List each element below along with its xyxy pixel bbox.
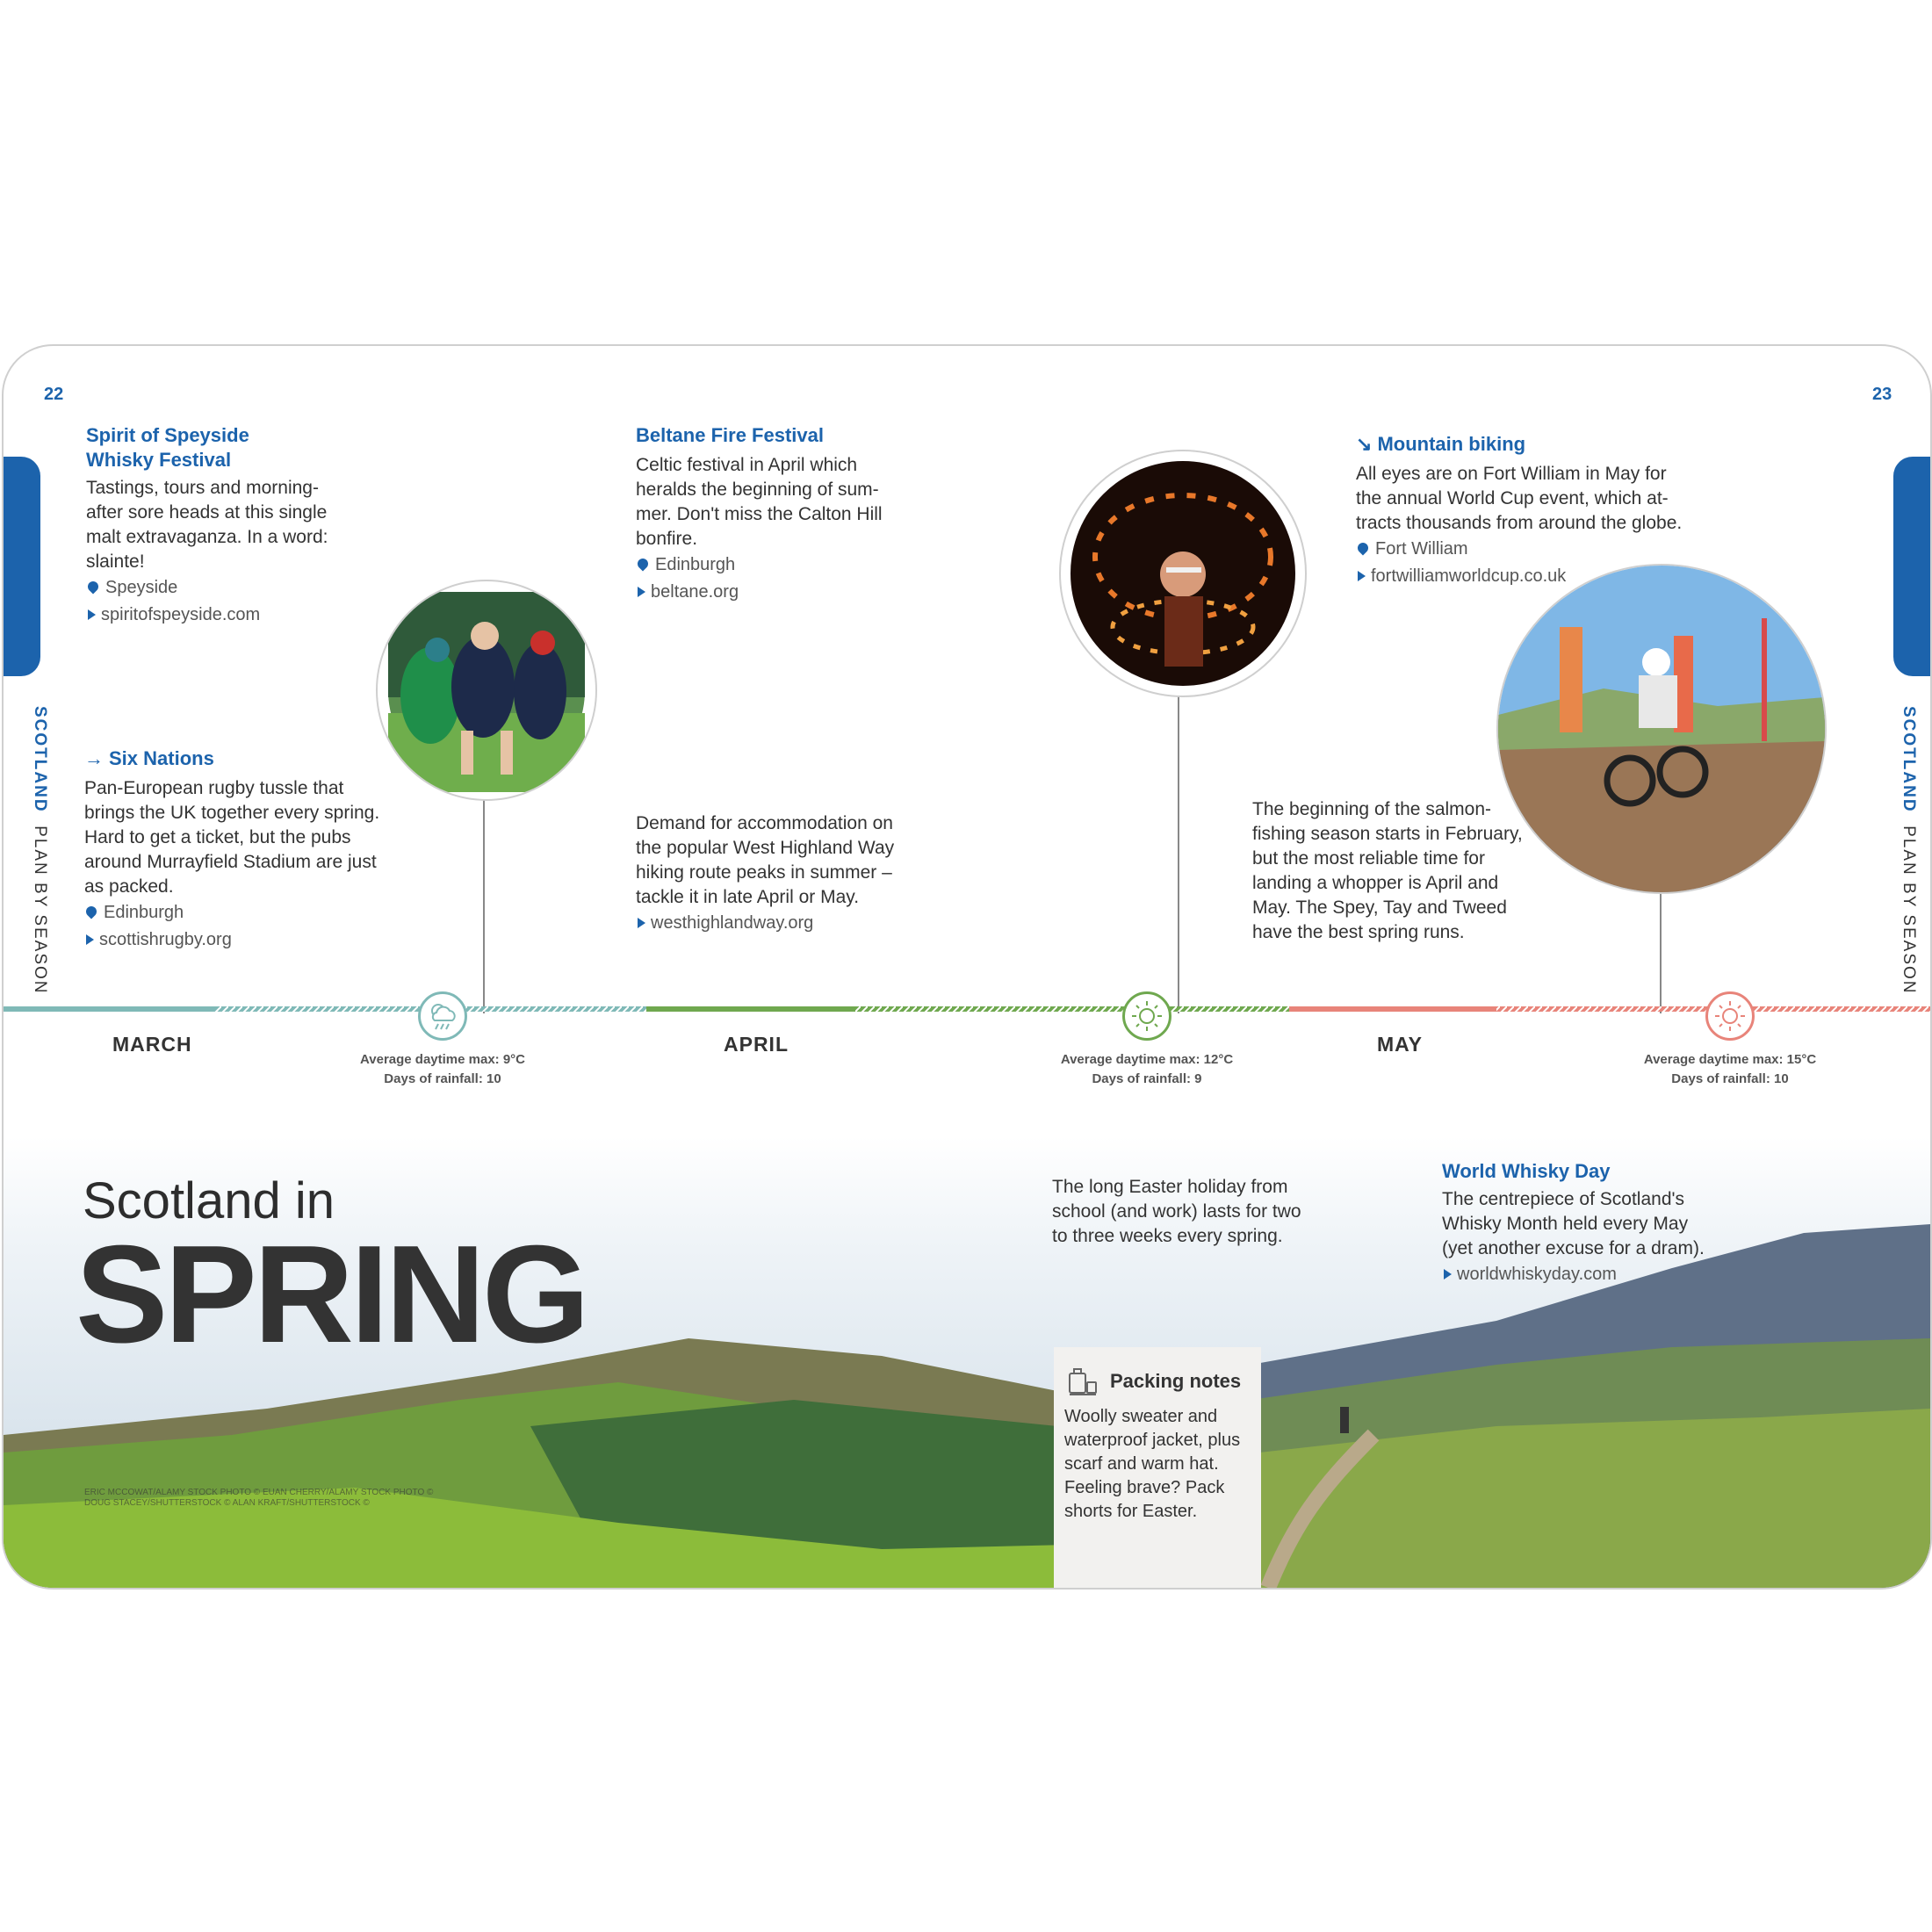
month-label-may: MAY: [1377, 1033, 1423, 1056]
photo-fire-festival[interactable]: [1059, 450, 1307, 697]
arrow-right-icon: →: [84, 747, 104, 769]
link-arrow-icon: [86, 934, 94, 945]
event-title: Beltane Fire Festival: [636, 424, 824, 446]
timeline-bar: [4, 1006, 1930, 1013]
event-link[interactable]: worldwhiskyday.com: [1442, 1261, 1741, 1288]
stat-temperature: Average daytime max: 12°C: [1060, 1052, 1234, 1067]
event-text: All eyes are on Fort William in May for: [1356, 464, 1667, 484]
credit-line: ERIC MCCOWAT/ALAMY STOCK PHOTO © EUAN CHERRY/ALAMY STOCK PHOTO ©: [84, 1488, 434, 1497]
event-text: landing a whopper is April and: [1252, 873, 1499, 893]
packing-text: shorts for Easter.: [1064, 1502, 1198, 1521]
link-arrow-icon: [638, 587, 645, 597]
side-label-rest: PLAN BY SEASON: [1900, 825, 1918, 995]
event-text: tackle it in late April or May.: [636, 887, 860, 907]
event-text: the annual World Cup event, which at-: [1356, 488, 1669, 508]
luggage-icon: [1064, 1363, 1099, 1398]
event-text: brings the UK together every spring.: [84, 803, 380, 823]
stat-rainfall: Days of rainfall: 9: [1092, 1071, 1202, 1086]
event-link[interactable]: beltane.org: [636, 579, 926, 606]
connector-line: [1178, 680, 1179, 1013]
packing-notes-box: [1054, 1347, 1261, 1589]
event-salmon-fishing: [1252, 797, 1533, 945]
month-label-march: MARCH: [112, 1033, 192, 1056]
stat-rainfall: Days of rainfall: 10: [1671, 1071, 1789, 1086]
event-text: mer. Don't miss the Calton Hill: [636, 504, 883, 524]
event-text: The beginning of the salmon-: [1252, 799, 1492, 819]
event-link[interactable]: scottishrugby.org: [84, 926, 400, 954]
credit-line: DOUG STACEY/SHUTTERSTOCK © ALAN KRAFT/SHUTTERSTOCK ©: [84, 1498, 370, 1508]
link-arrow-icon: [1358, 571, 1366, 581]
photo-rugby[interactable]: [376, 580, 597, 801]
location-pin-icon: [1356, 541, 1371, 556]
side-label-left: [19, 706, 49, 995]
side-tab-left[interactable]: [2, 457, 40, 676]
event-link[interactable]: spiritofspeyside.com: [86, 602, 385, 629]
location-pin-icon: [636, 557, 651, 572]
side-label-rest: PLAN BY SEASON: [31, 825, 49, 995]
event-text: Celtic festival in April which: [636, 455, 858, 475]
connector-line: [483, 794, 485, 1013]
heading-line1: Scotland in: [83, 1172, 335, 1229]
event-six-nations: [84, 746, 400, 954]
event-text: hiking route peaks in summer –: [636, 862, 892, 883]
sun-icon: [1705, 991, 1755, 1041]
event-title: Spirit of Speyside: [86, 424, 249, 446]
photo-credits: [84, 1488, 488, 1509]
packing-text: waterproof jacket, plus: [1064, 1431, 1241, 1450]
link-arrow-icon: [1444, 1269, 1452, 1280]
event-title: ↘ Mountain biking: [1356, 433, 1526, 455]
event-easter: [1052, 1175, 1333, 1249]
month-label-april: APRIL: [724, 1033, 789, 1056]
event-world-whisky-day: [1442, 1159, 1741, 1288]
event-location: Fort William: [1356, 536, 1725, 563]
event-text: The long Easter holiday from: [1052, 1177, 1288, 1197]
month-stats-may: [1625, 1050, 1835, 1089]
connector-line: [1660, 883, 1662, 1013]
event-text: the popular West Highland Way: [636, 838, 895, 858]
event-text: Hard to get a ticket, but the pubs: [84, 827, 351, 847]
event-text: tracts thousands from around the globe.: [1356, 513, 1683, 533]
event-text: have the best spring runs.: [1252, 922, 1465, 942]
page-spread: [2, 344, 1932, 1590]
packing-text: Feeling brave? Pack: [1064, 1478, 1225, 1497]
event-text: to three weeks every spring.: [1052, 1226, 1283, 1246]
photo-mountain-biking[interactable]: [1496, 564, 1827, 894]
event-west-highland-way: [636, 811, 934, 937]
event-text: heralds the beginning of sum-: [636, 479, 879, 500]
event-location: Speyside: [86, 574, 385, 602]
event-link[interactable]: fortwilliamworldcup.co.uk: [1356, 563, 1725, 590]
event-text: malt extravaganza. In a word:: [86, 527, 328, 547]
event-text: around Murrayfield Stadium are just: [84, 852, 377, 872]
event-text: but the most reliable time for: [1252, 848, 1485, 869]
event-title: Whisky Festival: [86, 449, 232, 471]
stat-rainfall: Days of rainfall: 10: [384, 1071, 501, 1086]
event-title: → Six Nations: [84, 747, 214, 769]
event-text: Whisky Month held every May: [1442, 1214, 1689, 1234]
link-arrow-icon: [638, 918, 645, 928]
heading-line2: SPRING: [76, 1217, 587, 1372]
event-text: Demand for accommodation on: [636, 813, 893, 833]
event-text: slainte!: [86, 551, 145, 572]
event-link[interactable]: westhighlandway.org: [636, 910, 934, 937]
event-text: May. The Spey, Tay and Tweed: [1252, 898, 1507, 918]
event-text: as packed.: [84, 876, 174, 897]
event-text: Pan-European rugby tussle that: [84, 778, 344, 798]
side-tab-right[interactable]: [1893, 457, 1932, 676]
event-text: (yet another excuse for a dram).: [1442, 1238, 1705, 1258]
stat-temperature: Average daytime max: 9°C: [359, 1052, 526, 1067]
month-stats-march: [337, 1050, 548, 1089]
event-beltane: [636, 423, 926, 606]
packing-text: scarf and warm hat.: [1064, 1454, 1219, 1474]
arrow-down-right-icon: ↘: [1356, 433, 1373, 455]
event-speyside: [86, 423, 385, 629]
event-location: Edinburgh: [84, 899, 400, 926]
event-text: Tastings, tours and morning-: [86, 478, 319, 498]
packing-notes-title: Packing notes: [1110, 1370, 1242, 1392]
stat-temperature: Average daytime max: 15°C: [1643, 1052, 1817, 1067]
event-text: bonfire.: [636, 529, 698, 549]
side-label-bold: SCOTLAND: [1900, 706, 1918, 813]
link-arrow-icon: [88, 609, 96, 620]
side-label-bold: SCOTLAND: [31, 706, 49, 813]
sun-icon: [1122, 991, 1171, 1041]
event-location: Edinburgh: [636, 551, 926, 579]
cloud-rain-sun-icon: [418, 991, 467, 1041]
event-text: fishing season starts in February,: [1252, 824, 1523, 844]
event-text: The centrepiece of Scotland's: [1442, 1189, 1685, 1209]
event-text: school (and work) lasts for two: [1052, 1201, 1301, 1222]
side-label-right: [1888, 706, 1918, 995]
event-text: after sore heads at this single: [86, 502, 328, 523]
location-pin-icon: [86, 580, 101, 595]
page-number-left: 22: [44, 385, 64, 404]
page-number-right: 23: [1872, 385, 1892, 404]
packing-text: Woolly sweater and: [1064, 1407, 1218, 1426]
month-stats-april: [1042, 1050, 1252, 1089]
location-pin-icon: [84, 905, 99, 919]
event-title: World Whisky Day: [1442, 1160, 1611, 1182]
